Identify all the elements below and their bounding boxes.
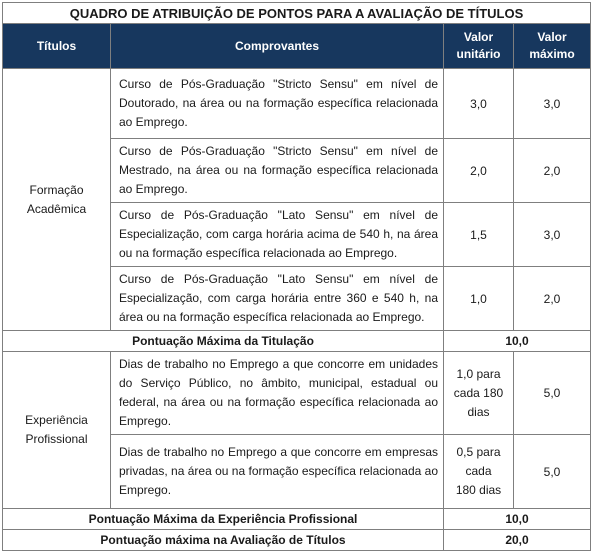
table-row bbox=[3, 69, 591, 139]
row-unit-value: 1,0 para cada 180 dias bbox=[444, 352, 514, 435]
row-description: Dias de trabalho no Emprego a que concorre em unidades do Serviço Público, no âmbito, municipal, estadual ou federal, na área ou na formação específica relacionada ao Emprego. bbox=[111, 352, 444, 435]
row-unit-value: 1,5 bbox=[444, 203, 514, 267]
subtotal-label: Pontuação Máxima da Titulação bbox=[3, 331, 444, 352]
table-title-row bbox=[3, 3, 591, 24]
header-titulos: Títulos bbox=[3, 24, 111, 69]
grand-total-value: 20,0 bbox=[444, 530, 591, 551]
row-description: Curso de Pós-Graduação "Stricto Sensu" em nível de Doutorado, na área ou na formação específica relacionada ao Emprego. bbox=[111, 69, 444, 139]
points-table-container bbox=[2, 2, 590, 551]
row-unit-value: 3,0 bbox=[444, 69, 514, 139]
grand-total-row bbox=[3, 530, 591, 551]
grand-total-label: Pontuação máxima na Avaliação de Títulos bbox=[3, 530, 444, 551]
subtotal-value: 10,0 bbox=[444, 509, 591, 530]
row-max-value: 5,0 bbox=[514, 352, 591, 435]
subtotal-value: 10,0 bbox=[444, 331, 591, 352]
table-row bbox=[3, 352, 591, 435]
row-unit-value: 0,5 para cada 180 dias bbox=[444, 435, 514, 509]
row-max-value: 3,0 bbox=[514, 203, 591, 267]
category-experiencia: Experiência Profissional bbox=[3, 352, 111, 509]
row-description: Curso de Pós-Graduação "Lato Sensu" em nível de Especialização, com carga horária acima de 540 h, na área ou na formação específica relacionada ao Emprego. bbox=[111, 203, 444, 267]
row-description: Curso de Pós-Graduação "Stricto Sensu" em nível de Mestrado, na área ou na formação específica relacionada ao Emprego. bbox=[111, 139, 444, 203]
row-max-value: 2,0 bbox=[514, 139, 591, 203]
row-max-value: 3,0 bbox=[514, 69, 591, 139]
table-title: QUADRO DE ATRIBUIÇÃO DE PONTOS PARA A AVALIAÇÃO DE TÍTULOS bbox=[3, 3, 591, 24]
header-valor-maximo: Valor máximo bbox=[514, 24, 591, 69]
header-row bbox=[3, 24, 591, 69]
points-table bbox=[2, 2, 591, 551]
row-max-value: 5,0 bbox=[514, 435, 591, 509]
subtotal-row-experiencia bbox=[3, 509, 591, 530]
row-description: Curso de Pós-Graduação "Lato Sensu" em nível de Especialização, com carga horária entre 360 e 540 h, na área ou na formação específica relacionada ao Emprego. bbox=[111, 267, 444, 331]
row-description: Dias de trabalho no Emprego a que concorre em empresas privadas, na área ou na formação específica relacionada ao Emprego. bbox=[111, 435, 444, 509]
row-unit-value: 2,0 bbox=[444, 139, 514, 203]
header-valor-unitario: Valor unitário bbox=[444, 24, 514, 69]
subtotal-row-titulacao bbox=[3, 331, 591, 352]
subtotal-label: Pontuação Máxima da Experiência Profissional bbox=[3, 509, 444, 530]
row-unit-value: 1,0 bbox=[444, 267, 514, 331]
header-comprovantes: Comprovantes bbox=[111, 24, 444, 69]
row-max-value: 2,0 bbox=[514, 267, 591, 331]
category-formacao: Formação Acadêmica bbox=[3, 69, 111, 331]
